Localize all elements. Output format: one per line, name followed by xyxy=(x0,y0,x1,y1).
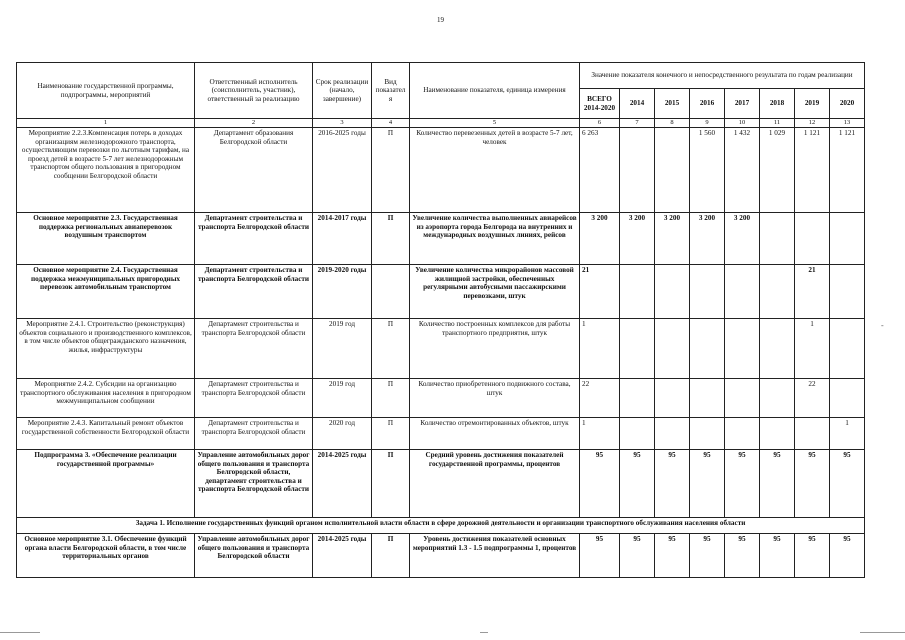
column-number: 1 xyxy=(17,119,195,128)
header-year: 2017 xyxy=(725,89,760,119)
row-value: 3 200 xyxy=(580,213,620,265)
row-indicator: Количество приобретенного подвижного состава, штук xyxy=(410,379,580,418)
column-number-row xyxy=(17,119,865,128)
row-value xyxy=(620,379,655,418)
header-year: 2014 xyxy=(620,89,655,119)
row-executor: Управление автомобильных дорог общего пользования и транспорта Белгородской области, департамент строительства и транспорта Белгородской области xyxy=(195,450,313,518)
row-value xyxy=(655,128,690,213)
row-value: 95 xyxy=(830,450,865,518)
row-term: 2014-2017 годы xyxy=(313,213,372,265)
row-value xyxy=(760,379,795,418)
column-number: 2 xyxy=(195,119,313,128)
table-row xyxy=(17,379,865,418)
header-year: 2018 xyxy=(760,89,795,119)
row-value xyxy=(725,265,760,319)
row-value: 1 121 xyxy=(795,128,830,213)
column-number: 4 xyxy=(372,119,410,128)
row-value: 95 xyxy=(795,534,830,578)
row-value: 21 xyxy=(795,265,830,319)
table-row xyxy=(17,418,865,450)
header-row xyxy=(17,63,865,89)
row-value: 21 xyxy=(580,265,620,319)
row-value: 95 xyxy=(580,534,620,578)
row-indicator: Увеличение количества выполненных авиарейсов из аэропорта города Белгорода на внутренних и международных воздушных линиях, рейсов xyxy=(410,213,580,265)
row-indicator: Уровень достижения показателей основных мероприятий 1.3 - 1.5 подпрограммы 1, процентов xyxy=(410,534,580,578)
row-value: 1 xyxy=(580,319,620,379)
row-executor: Департамент образования Белгородской области xyxy=(195,128,313,213)
row-value xyxy=(795,213,830,265)
row-name: Основное мероприятие 3.1. Обеспечение функций органа власти Белгородской области, в том числе территориальных органов xyxy=(17,534,195,578)
row-name: Мероприятие 2.4.1. Строительство (реконструкция) объектов социального и производственного комплексов, в том числе объектов общегражданского назначения, жилья, инфраструктуры xyxy=(17,319,195,379)
row-value: 95 xyxy=(725,450,760,518)
header-year: 2020 xyxy=(830,89,865,119)
row-value: 95 xyxy=(690,534,725,578)
row-value xyxy=(830,265,865,319)
header-program: Наименование государственной программы, подпрограммы, мероприятий xyxy=(17,63,195,119)
row-type: П xyxy=(372,418,410,450)
row-name: Основное мероприятие 2.4. Государственная поддержка межмуниципальных пригородных перевозок автомобильным транспортом xyxy=(17,265,195,319)
row-value xyxy=(655,319,690,379)
row-name: Основное мероприятие 2.3. Государственная поддержка региональных авиаперевозок воздушным транспортом xyxy=(17,213,195,265)
row-executor: Департамент строительства и транспорта Белгородской области xyxy=(195,418,313,450)
row-executor: Департамент строительства и транспорта Белгородской области xyxy=(195,379,313,418)
row-value: 1 560 xyxy=(690,128,725,213)
table-row xyxy=(17,319,865,379)
row-value: 3 200 xyxy=(620,213,655,265)
row-term: 2014-2025 годы xyxy=(313,450,372,518)
row-type: П xyxy=(372,534,410,578)
row-indicator: Количество построенных комплексов для работы транспортного предприятия, штук xyxy=(410,319,580,379)
row-value xyxy=(760,213,795,265)
row-value xyxy=(760,319,795,379)
scan-edge-line xyxy=(480,632,488,633)
row-value xyxy=(795,418,830,450)
row-type: П xyxy=(372,379,410,418)
row-value: 95 xyxy=(655,534,690,578)
row-value: 95 xyxy=(620,534,655,578)
row-value xyxy=(830,213,865,265)
row-value: 95 xyxy=(760,450,795,518)
header-term: Срок реализации (начало, завершение) xyxy=(313,63,372,119)
task-title: Задача 1. Исполнение государственных функций органом исполнительной власти области в сфере дорожной деятельности и организации транспортного обслуживания населения области xyxy=(17,518,865,534)
row-term: 2014-2025 годы xyxy=(313,534,372,578)
row-value xyxy=(760,265,795,319)
column-number: 8 xyxy=(655,119,690,128)
row-executor: Департамент строительства и транспорта Белгородской области xyxy=(195,213,313,265)
row-value: 6 263 xyxy=(580,128,620,213)
table-row xyxy=(17,450,865,518)
row-executor: Департамент строительства и транспорта Белгородской области xyxy=(195,265,313,319)
row-value: 1 432 xyxy=(725,128,760,213)
row-value xyxy=(725,319,760,379)
row-term: 2020 год xyxy=(313,418,372,450)
margin-mark: - xyxy=(881,321,884,330)
row-value xyxy=(620,418,655,450)
scan-edge-line xyxy=(860,632,905,633)
row-value: 22 xyxy=(795,379,830,418)
row-term: 2019 год xyxy=(313,379,372,418)
row-value: 1 xyxy=(795,319,830,379)
row-value xyxy=(620,319,655,379)
row-term: 2019 год xyxy=(313,319,372,379)
row-value: 95 xyxy=(725,534,760,578)
row-value xyxy=(690,319,725,379)
column-number: 12 xyxy=(795,119,830,128)
header-executor: Ответственный исполнитель (соисполнитель, участник), ответственный за реализацию xyxy=(195,63,313,119)
indicators-table xyxy=(16,62,865,578)
table-row xyxy=(17,534,865,578)
row-value: 1 xyxy=(580,418,620,450)
row-value xyxy=(655,379,690,418)
row-value: 95 xyxy=(830,534,865,578)
header-type: Вид показателя xyxy=(372,63,410,119)
row-type: П xyxy=(372,450,410,518)
row-value xyxy=(725,379,760,418)
row-value: 3 200 xyxy=(725,213,760,265)
column-number: 5 xyxy=(410,119,580,128)
row-name: Подпрограмма 3. «Обеспечение реализации государственной программы» xyxy=(17,450,195,518)
row-value: 95 xyxy=(760,534,795,578)
row-value: 95 xyxy=(690,450,725,518)
scan-edge-line xyxy=(0,632,40,633)
table-row xyxy=(17,265,865,319)
row-type: П xyxy=(372,319,410,379)
row-value xyxy=(830,319,865,379)
row-type: П xyxy=(372,213,410,265)
row-name: Мероприятие 2.4.3. Капитальный ремонт объектов государственной собственности Белгородской области xyxy=(17,418,195,450)
row-value: 95 xyxy=(580,450,620,518)
column-number: 10 xyxy=(725,119,760,128)
row-term: 2019-2020 годы xyxy=(313,265,372,319)
row-value xyxy=(690,418,725,450)
row-value: 95 xyxy=(620,450,655,518)
row-value xyxy=(655,418,690,450)
row-indicator: Количество отремонтированных объектов, штук xyxy=(410,418,580,450)
row-value xyxy=(655,265,690,319)
header-year: 2015 xyxy=(655,89,690,119)
row-indicator: Количество перевезенных детей в возрасте 5-7 лет, человек xyxy=(410,128,580,213)
column-number: 7 xyxy=(620,119,655,128)
column-number: 6 xyxy=(580,119,620,128)
row-value: 95 xyxy=(795,450,830,518)
row-value: 1 xyxy=(830,418,865,450)
row-value: 3 200 xyxy=(690,213,725,265)
row-value xyxy=(690,379,725,418)
row-value xyxy=(620,128,655,213)
row-term: 2016-2025 годы xyxy=(313,128,372,213)
row-type: П xyxy=(372,128,410,213)
row-name: Мероприятие 2.2.3.Компенсация потерь в доходах организациям железнодорожного транспорта, осуществляющим перевозки по льготным тарифам, на проезд детей в возрасте 5-7 лет железнодорожным транспортом общего пользования в пригородном сообщении Белгородской области xyxy=(17,128,195,213)
row-executor: Департамент строительства и транспорта Белгородской области xyxy=(195,319,313,379)
table-row xyxy=(17,128,865,213)
header-total: ВСЕГО 2014-2020 xyxy=(580,89,620,119)
row-executor: Управление автомобильных дорог общего пользования и транспорта Белгородской области xyxy=(195,534,313,578)
row-value: 1 121 xyxy=(830,128,865,213)
row-value xyxy=(690,265,725,319)
row-value: 22 xyxy=(580,379,620,418)
row-value: 95 xyxy=(655,450,690,518)
row-indicator: Средний уровень достижения показателей государственной программы, процентов xyxy=(410,450,580,518)
row-value xyxy=(830,379,865,418)
task-row xyxy=(17,518,865,534)
row-name: Мероприятие 2.4.2. Субсидии на организацию транспортного обслуживания населения в пригородном межмуниципальном сообщении xyxy=(17,379,195,418)
header-indicator: Наименование показателя, единица измерения xyxy=(410,63,580,119)
row-type xyxy=(372,265,410,319)
header-year: 2019 xyxy=(795,89,830,119)
header-year: 2016 xyxy=(690,89,725,119)
column-number: 13 xyxy=(830,119,865,128)
row-value: 1 029 xyxy=(760,128,795,213)
row-indicator: Увеличение количества микрорайонов массовой жилищной застройки, обеспеченных регулярными автобусными пассажирскими перевозками, штук xyxy=(410,265,580,319)
column-number: 9 xyxy=(690,119,725,128)
table-row xyxy=(17,213,865,265)
row-value xyxy=(760,418,795,450)
header-values-group: Значение показателя конечного и непосредственного результата по годам реализации xyxy=(580,63,865,89)
page-number: 19 xyxy=(437,16,444,24)
row-value xyxy=(620,265,655,319)
row-value: 3 200 xyxy=(655,213,690,265)
column-number: 11 xyxy=(760,119,795,128)
row-value xyxy=(725,418,760,450)
column-number: 3 xyxy=(313,119,372,128)
